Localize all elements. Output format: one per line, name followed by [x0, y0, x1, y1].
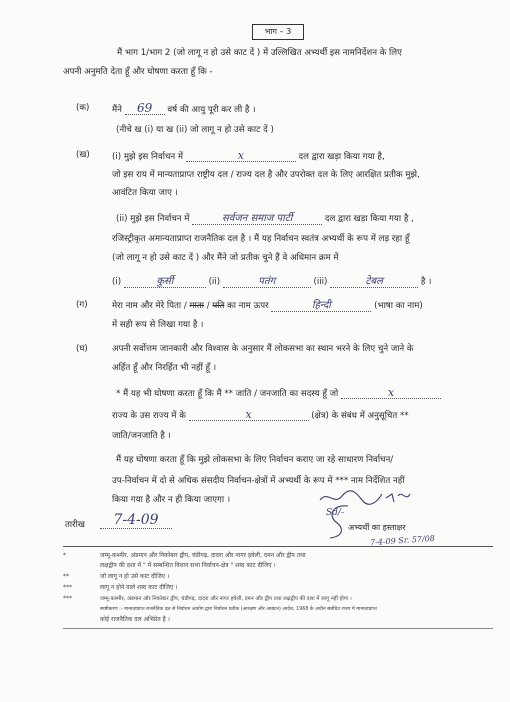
item-gha-line-4 — [112, 409, 409, 422]
intro-line-1: मैं भाग 1/भाग 2 (जो लागू न हो उसे काट दें ) में उल्लिखित अभ्यर्थी इस नामनिर्देशन के लिए — [117, 48, 402, 58]
footnote-1-cont: लक्षद्वीप की दशा में " में सम्बन्धित विधान सभा निर्वाचन-क्षेत्र " शब्द काट दीजिए । — [100, 562, 276, 569]
item-kha-i-line-1 — [112, 150, 385, 163]
item-gha-line-7: उप-निर्वाचन में दो से अधिक संसदीय निर्वाचन-क्षेत्रों में अभ्यर्थी के रूप में *** नाम निर्देशित नहीं — [112, 476, 405, 486]
item-ga-label: (ग) — [76, 300, 88, 310]
item-gha-line-6: मैं यह घोषणा करता हूँ कि मुझे लोकसभा के लिए निर्वाचन कराए जा रहे साधारण निर्वाचन/ — [116, 455, 394, 465]
symbol-1-label: (i) — [112, 277, 122, 287]
footnote-divider — [63, 546, 493, 547]
item-ka-line — [112, 103, 255, 116]
footnote-3-text: लागू न होने वाले शब्द काट दीजिए । — [100, 584, 178, 591]
item-gha-line-2: अर्हित हूँ और निरर्हित भी नहीं हूँ । — [112, 363, 217, 373]
area-value: x — [189, 409, 309, 421]
footnote-2-text: जो लागू न हो उसे काट दीजिए । — [100, 573, 170, 580]
item-ga-line-1 — [112, 300, 423, 312]
item-ka-note: (नीचे ख (i) या ख (ii) जो लागू न हो उसे काट दें ) — [116, 125, 274, 135]
kha-i-party-value: x — [186, 150, 296, 162]
ga-post: (भाषा का नाम) — [374, 301, 423, 311]
footnote-4-mark: *** — [63, 595, 72, 602]
item-gha-line-1: अपनी सर्वोत्तम जानकारी और विश्वास के अनुसार मैं लोकसभा का स्थान भरने के लिए चुने जाने के — [112, 344, 414, 354]
ga-slash: / — [206, 301, 210, 311]
footnote-1-mark: * — [63, 552, 66, 559]
footnote-2-mark: ** — [63, 573, 69, 580]
kha-i-pre: (i) मुझे इस निर्वाचन में — [112, 152, 184, 162]
item-ka-post: वर्ष की आयु पूरी कर ली है । — [167, 105, 256, 115]
item-ka-label: (क) — [76, 103, 90, 113]
date-label: तारीख — [65, 520, 85, 530]
kha-ii-party-value: सर्वजन समाज पार्टी — [192, 213, 322, 225]
intro-line-2: अपनी अनुमति देता हूँ और घोषणा करता हूँ कि - — [63, 67, 213, 77]
footnote-explanation-cont: कोई राजनैतिक दल अभिप्रेत है । — [100, 616, 170, 623]
bottom-divider — [63, 628, 493, 629]
age-value: 69 — [125, 103, 165, 115]
ga-mid: का नाम ऊपर — [227, 301, 269, 311]
date-value: 7-4-09 — [100, 512, 172, 529]
item-kha-ii-line-1 — [116, 213, 414, 225]
item-gha-label: (घ) — [76, 344, 88, 354]
item-kha-i-line-3: आवंटित किया जाए । — [112, 188, 178, 198]
kha-ii-post: दल द्वारा खड़ा किया गया है , — [324, 214, 414, 224]
item-kha-ii-line-2: रजिस्ट्रीकृत अमान्यताप्राप्त राजनैतिक दल है । मैं यह निर्वाचन स्वतंत्र अभ्यर्थी के रूप में लड़ रहा हूँ — [112, 234, 410, 244]
kha-ii-pre: (ii) मुझे इस निर्वाचन में — [116, 214, 190, 224]
item-kha-label: (ख) — [76, 150, 90, 160]
signature-caption: अभ्यर्थी का हस्ताक्षर — [348, 523, 406, 532]
item-gha-line-8: किया गया है और न ही किया जाएगा । — [112, 495, 231, 505]
ga-pre: मेरा नाम और मेरे पिता / — [112, 301, 187, 311]
footnote-explanation: स्पष्टीकरण :- मान्यताप्राप्त राजनैतिक दल से निर्वाचन आयोग द्वारा निर्वाचन प्रतीक (आरक्षण और आबंटन) आदेश, 1968 के अधीन संबंधित राज्य में मान्यताप्राप्त — [100, 607, 377, 612]
caste-value: x — [341, 387, 441, 399]
symbol-3-label: (iii) — [313, 277, 328, 287]
official-stamp-note: 7-4-09 Sr. 57/08 — [369, 533, 436, 548]
item-kha-i-line-2: जो इस राय में मान्यताप्राप्त राष्ट्रीय दल / राज्य दल है और उपरोक्त दल के लिए आरक्षित प्रतीक मुझे, — [112, 170, 420, 180]
symbol-end: है । — [420, 277, 432, 287]
footnote-3-mark: *** — [63, 584, 72, 591]
gha-area-pre: राज्य के उस राज्य में के — [112, 411, 186, 421]
footnote-4-text: जम्मू-कश्मीर, अंडमान और निकोबार द्वीप, चंडीगढ़, दादरा और नागर हवेली, दमन और द्वीप तथा लक्षद्वीप की दशा में लागू नहीं होगा । — [100, 596, 352, 602]
symbol-2-label: (ii) — [208, 277, 221, 287]
symbol-preferences — [112, 276, 431, 288]
footnote-1-text: जम्मू-कश्मीर, अंडमान और निकोबार द्वीप, चंडीगढ़, दादरा और नागर हवेली, दमन और द्वीप तथा — [100, 552, 306, 559]
ga-struck-mother: माता — [189, 301, 204, 311]
symbol-3-value: टेबल — [330, 276, 418, 288]
gha-area-post: (क्षेत्र) के संबंध में अनुसूचित ** — [311, 411, 409, 421]
ga-struck-husband: पति — [212, 301, 225, 311]
symbol-2-value: पतंग — [223, 276, 311, 288]
item-ga-line-2: में सही रूप से लिखा गया है । — [112, 320, 204, 330]
signature-flourish — [322, 500, 358, 542]
gha-caste-pre: * मैं यह भी घोषणा करता हूँ कि मैं ** जाति / जनजाति का सदस्य हूँ जो — [116, 389, 339, 399]
signature-scrawl: Sd/- — [326, 508, 344, 518]
kha-i-post: दल द्वारा खड़ा किया गया है, — [298, 152, 385, 162]
symbol-1-value: कुर्सी — [124, 276, 206, 288]
part-label: भाग – 3 — [252, 24, 304, 40]
item-gha-line-5: जाति/जनजाति है । — [112, 431, 171, 441]
item-ka-pre: मैंने — [112, 105, 122, 115]
item-gha-line-3 — [116, 387, 441, 400]
language-value: हिन्दी — [271, 300, 371, 312]
item-kha-ii-line-3: (जो लागू न हो उसे काट दें ) और मैंने जो प्रतीक चुने हैं वे अधिमान क्रम में — [112, 253, 339, 263]
